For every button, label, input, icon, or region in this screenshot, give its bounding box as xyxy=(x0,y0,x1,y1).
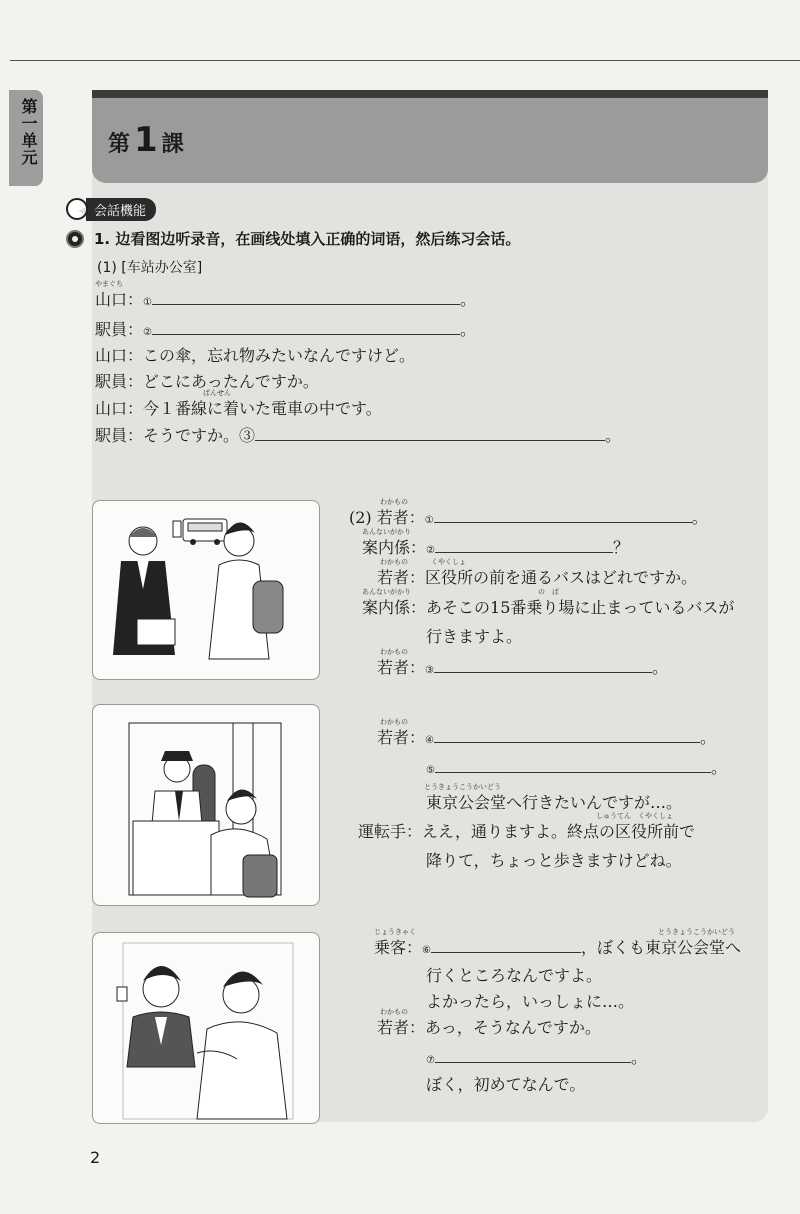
dialogue-line: 山口：① 。 xyxy=(95,290,477,309)
punct: 。 xyxy=(710,758,727,777)
unit-tab xyxy=(9,90,43,186)
ruby: あんないがかり xyxy=(362,588,411,596)
line-text-continued: 降りて，ちょっと歩きますけどね。 xyxy=(426,851,682,870)
blank-number: ② xyxy=(426,545,435,556)
audio-cd-icon xyxy=(66,230,84,248)
line-text: あっ，そうなんですか。 xyxy=(425,1018,601,1037)
answer-blank[interactable] xyxy=(435,542,613,553)
function-badge-label: 会話機能 xyxy=(86,198,156,221)
answer-blank[interactable] xyxy=(431,942,581,953)
dialogue-line: 駅員：そうですか。③ 。 xyxy=(95,426,622,445)
blank-number: ⑦ xyxy=(426,1055,435,1066)
punct: 。 xyxy=(460,320,477,339)
blank-number: ④ xyxy=(425,735,434,746)
dialogue-line xyxy=(426,1045,647,1068)
answer-blank[interactable] xyxy=(434,732,700,743)
speaker: 若者 xyxy=(376,508,409,527)
scene2-label: (2) xyxy=(349,508,372,527)
answer-blank[interactable] xyxy=(435,1052,631,1063)
punct: 。 xyxy=(700,728,717,747)
page-number: 2 xyxy=(90,1148,101,1167)
lesson-header xyxy=(92,90,768,183)
speaker: 運転手 xyxy=(358,822,407,841)
dialogue-line: 駅員：② 。 xyxy=(95,320,477,339)
lesson-title xyxy=(108,120,184,160)
dialogue-line: 乗客：⑥ ，ぼくも東京公会堂へ xyxy=(374,938,742,957)
dialogue-line: 駅員：どこにあったんですか。 xyxy=(95,372,319,391)
speaker: 若者 xyxy=(377,1018,410,1037)
dialogue-line: 運転手：ええ，通りますよ。終点の区役所前で xyxy=(358,822,695,841)
illustration-svg xyxy=(93,933,319,1123)
dialogue-line: 若者：④ 。 xyxy=(377,728,717,747)
line-text: 区役所の前を通るバスはどれですか。 xyxy=(425,568,698,587)
punct: 。 xyxy=(605,426,622,445)
dialogue-line: 若者：あっ，そうなんですか。 xyxy=(377,1018,601,1037)
speaker: 駅員 xyxy=(95,372,128,391)
punct: ？ xyxy=(613,538,630,557)
answer-blank[interactable] xyxy=(435,762,711,773)
ruby: やまぐち xyxy=(95,280,123,288)
speaker: 駅員 xyxy=(95,320,128,339)
answer-blank[interactable] xyxy=(434,512,692,523)
top-rule xyxy=(10,60,800,61)
line-text: ぼく，初めてなんで。 xyxy=(426,1075,586,1094)
illustration-svg xyxy=(93,705,319,905)
speaker: 山口 xyxy=(95,399,128,418)
answer-blank[interactable] xyxy=(255,430,605,441)
speaker: 案内係 xyxy=(362,598,411,617)
punct: 。 xyxy=(691,508,708,527)
line-text: ええ，通りますよ。終点の区役所前で xyxy=(422,822,695,841)
speaker: 駅員 xyxy=(95,426,128,445)
blank-number: ⑥ xyxy=(422,945,431,956)
blank-number: ① xyxy=(143,297,152,308)
ruby: しゅうてん くやくしょ xyxy=(596,812,673,820)
ruby: とうきょうこうかいどう xyxy=(658,928,735,936)
line-text-continued: よかったら，いっしょに…。 xyxy=(426,992,635,1011)
ruby: わかもの xyxy=(380,498,408,506)
dialogue-line: 山口：今１番線に着いた電車の中です。 xyxy=(95,399,382,418)
ruby: ばんせん xyxy=(203,389,231,397)
dialogue-line: 若者：区役所の前を通るバスはどれですか。 xyxy=(377,568,698,587)
line-text-continued: 行きますよ。 xyxy=(426,627,523,646)
dialogue-line xyxy=(426,755,727,778)
speaker: 若者 xyxy=(377,658,410,677)
pacman-icon xyxy=(66,198,88,220)
blank-number: ③ xyxy=(425,665,434,676)
dialogue-line: (2) 若者：① 。 xyxy=(349,508,708,527)
ruby: じょうきゃく xyxy=(374,928,416,936)
line-text: そうですか。③ xyxy=(143,426,256,445)
punct: 。 xyxy=(630,1048,647,1067)
line-text: 今１番線に着いた電車の中です。 xyxy=(143,399,382,418)
exercise-instruction: 1. 边看图边听录音，在画线处填入正确的词语，然后练习会话。 xyxy=(94,230,521,248)
blank-number: ⑤ xyxy=(426,765,435,776)
line-text-continued: 行くところなんですよ。 xyxy=(426,966,603,985)
speaker: 案内係 xyxy=(362,538,411,557)
speaker: 乗客 xyxy=(374,938,407,957)
passenger-illustration xyxy=(92,932,320,1124)
blank-number: ② xyxy=(143,327,152,338)
dialogue-line: 案内係：あそこの15番乗り場に止まっているバスが xyxy=(362,598,735,617)
answer-blank[interactable] xyxy=(152,294,460,305)
speaker: 山口 xyxy=(95,290,128,309)
bus-driver-illustration xyxy=(92,704,320,906)
ruby: わかもの xyxy=(380,718,408,726)
ruby: わかもの xyxy=(380,648,408,656)
ruby: くやくしょ xyxy=(431,558,466,566)
ruby: わかもの xyxy=(380,1008,408,1016)
line-text: あそこの15番乗り場に止まっているバスが xyxy=(426,598,735,617)
line-text: この傘，忘れ物みたいなんですけど。 xyxy=(143,346,416,365)
scene1-label: (1) [车站办公室] xyxy=(97,260,203,276)
dialogue-line: 山口：この傘，忘れ物みたいなんですけど。 xyxy=(95,346,416,365)
unit-tab-label: 第一单元 xyxy=(19,98,38,166)
lesson-number: 1 xyxy=(134,120,158,160)
blank-number: ① xyxy=(424,515,434,526)
ruby: とうきょうこうかいどう xyxy=(424,783,501,791)
function-badge xyxy=(66,198,156,220)
speaker: 若者 xyxy=(377,568,410,587)
dialogue-line: 案内係：② ？ xyxy=(362,538,630,557)
answer-blank[interactable] xyxy=(434,662,652,673)
lesson-prefix: 第 xyxy=(108,132,131,157)
speaker: 若者 xyxy=(377,728,410,747)
dialogue-line: 若者：③ 。 xyxy=(377,658,669,677)
station-office-illustration xyxy=(92,500,320,680)
answer-blank[interactable] xyxy=(152,324,460,335)
punct: 。 xyxy=(460,290,477,309)
line-text: どこにあったんですか。 xyxy=(143,372,319,391)
illustration-svg xyxy=(93,501,319,679)
speaker: 山口 xyxy=(95,346,128,365)
punct: 。 xyxy=(652,658,669,677)
ruby: あんないがかり xyxy=(362,528,411,536)
ruby: わかもの xyxy=(380,558,408,566)
line-text: 東京公会堂へ行きたいんですが…。 xyxy=(426,793,683,812)
line-text: ，ぼくも東京公会堂へ xyxy=(581,938,742,957)
ruby: の ば xyxy=(538,588,559,596)
lesson-suffix: 課 xyxy=(161,132,184,157)
